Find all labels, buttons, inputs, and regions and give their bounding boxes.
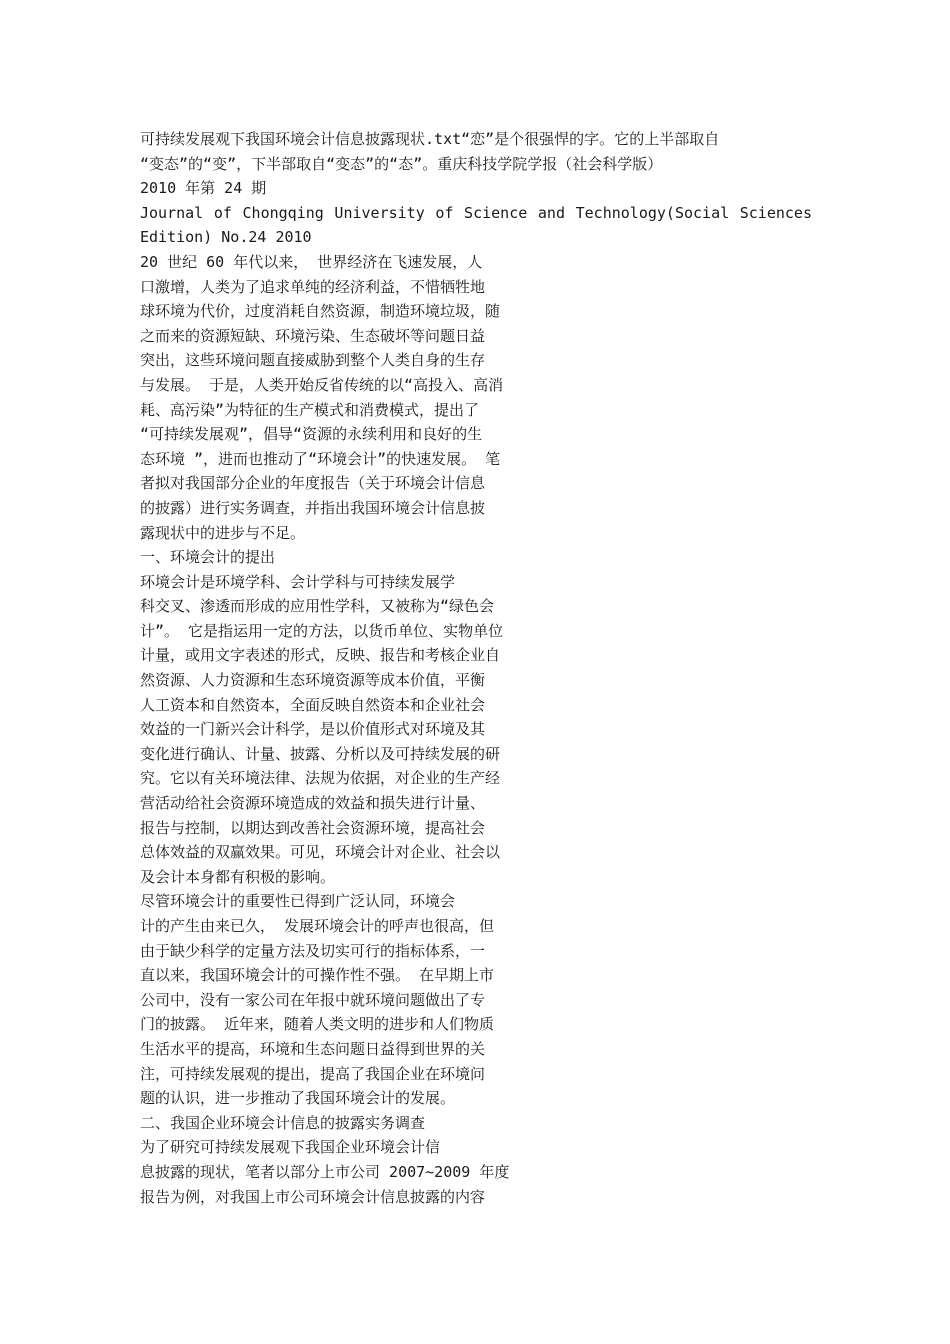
text-line: 之而来的资源短缺、环境污染、生态破坏等问题日益 <box>140 326 486 345</box>
text-line: 环境会计是环境学科、会计学科与可持续发展学 <box>140 572 456 591</box>
journal-edition-line: Edition) No.24 2010 <box>140 228 312 247</box>
text-line: 公司中，没有一家公司在年报中就环境问题做出了专 <box>140 990 486 1009</box>
text-line: 耗、高污染”为特征的生产模式和消费模式，提出了 <box>140 400 480 419</box>
text-line: 与发展。 于是，人类开始反省传统的以“高投入、高消 <box>140 375 504 394</box>
text-line: 突出，这些环境问题直接威胁到整个人类自身的生存 <box>140 351 486 370</box>
text-line: 及会计本身都有积极的影响。 <box>140 867 336 886</box>
text-line: 报告为例，对我国上市公司环境会计信息披露的内容 <box>140 1187 486 1206</box>
text-line: 者拟对我国部分企业的年度报告（关于环境会计信息 <box>140 474 486 493</box>
text-line: “可持续发展观”，倡导“资源的永续利用和良好的生 <box>140 425 483 444</box>
section-heading: 二、我国企业环境会计信息的披露实务调查 <box>140 1113 426 1132</box>
text-line: 球环境为代价，过度消耗自然资源，制造环境垃圾，随 <box>140 302 501 321</box>
text-line: 的披露）进行实务调查，并指出我国环境会计信息披 <box>140 498 486 517</box>
text-line: 计”。 它是指运用一定的方法，以货币单位、实物单位 <box>140 621 504 640</box>
text-line: 总体效益的双赢效果。可见，环境会计对企业、社会以 <box>140 843 501 862</box>
text-line: 人工资本和自然资本，全面反映自然资本和企业社会 <box>140 695 486 714</box>
text-line: 尽管环境会计的重要性已得到广泛认同，环境会 <box>140 892 456 911</box>
text-line: 科交叉、渗透而形成的应用性学科，又被称为“绿色会 <box>140 597 495 616</box>
text-line: 露现状中的进步与不足。 <box>140 523 306 542</box>
text-line: 为了研究可持续发展观下我国企业环境会计信 <box>140 1138 441 1157</box>
journal-issue-line: 2010 年第 24 期 <box>140 179 267 198</box>
text-line: 20 世纪 60 年代以来， 世界经济在飞速发展，人 <box>140 252 483 271</box>
text-line: 计的产生由来已久， 发展环境会计的呼声也很高，但 <box>140 917 495 935</box>
document-title-line: 可持续发展观下我国环境会计信息披露现状.txt“恋”是个很强悍的字。它的上半部取自 <box>140 130 720 148</box>
text-line: 态环境 ”，进而也推动了“环境会计”的快速发展。 笔 <box>140 449 501 468</box>
text-line: 变化进行确认、计量、披露、分析以及可持续发展的研 <box>140 744 501 763</box>
text-line: 口激增，人类为了追求单纯的经济利益，不惜牺牲地 <box>140 277 486 296</box>
section-heading: 一、环境会计的提出 <box>140 548 276 567</box>
text-line: 营活动给社会资源环境造成的效益和损失进行计量、 <box>140 794 486 813</box>
text-line: 效益的一门新兴会计科学，是以价值形式对环境及其 <box>140 720 486 739</box>
text-line: 直以来，我国环境会计的可操作性不强。 在早期上市 <box>140 966 495 985</box>
text-line: 门的披露。 近年来，随着人类文明的进步和人们物质 <box>140 1015 495 1034</box>
text-line: 由于缺少科学的定量方法及切实可行的指标体系，一 <box>140 941 486 960</box>
document-page <box>140 127 812 1209</box>
text-line: 报告与控制，以期达到改善社会资源环境，提高社会 <box>140 818 486 837</box>
text-line: 注，可持续发展观的提出，提高了我国企业在环境问 <box>140 1064 486 1083</box>
text-line: 题的认识，进一步推动了我国环境会计的发展。 <box>140 1089 456 1108</box>
text-line: 计量，或用文字表述的形式，反映、报告和考核企业自 <box>140 646 501 665</box>
text-line: 然资源、人力资源和生态环境资源等成本价值，平衡 <box>140 671 486 690</box>
text-line: 生活水平的提高，环境和生态问题日益得到世界的关 <box>140 1039 486 1058</box>
text-line: “变态”的“变”，下半部取自“变态”的“态”。重庆科技学院学报（社会科学版） <box>140 154 663 173</box>
text-line: 息披露的现状，笔者以部分上市公司 2007~2009 年度 <box>140 1162 510 1181</box>
text-line: 究。它以有关环境法律、法规为依据，对企业的生产经 <box>140 769 501 788</box>
journal-english-line: Journal of Chongqing University of Science and Technology(Social Sciences <box>140 203 812 222</box>
